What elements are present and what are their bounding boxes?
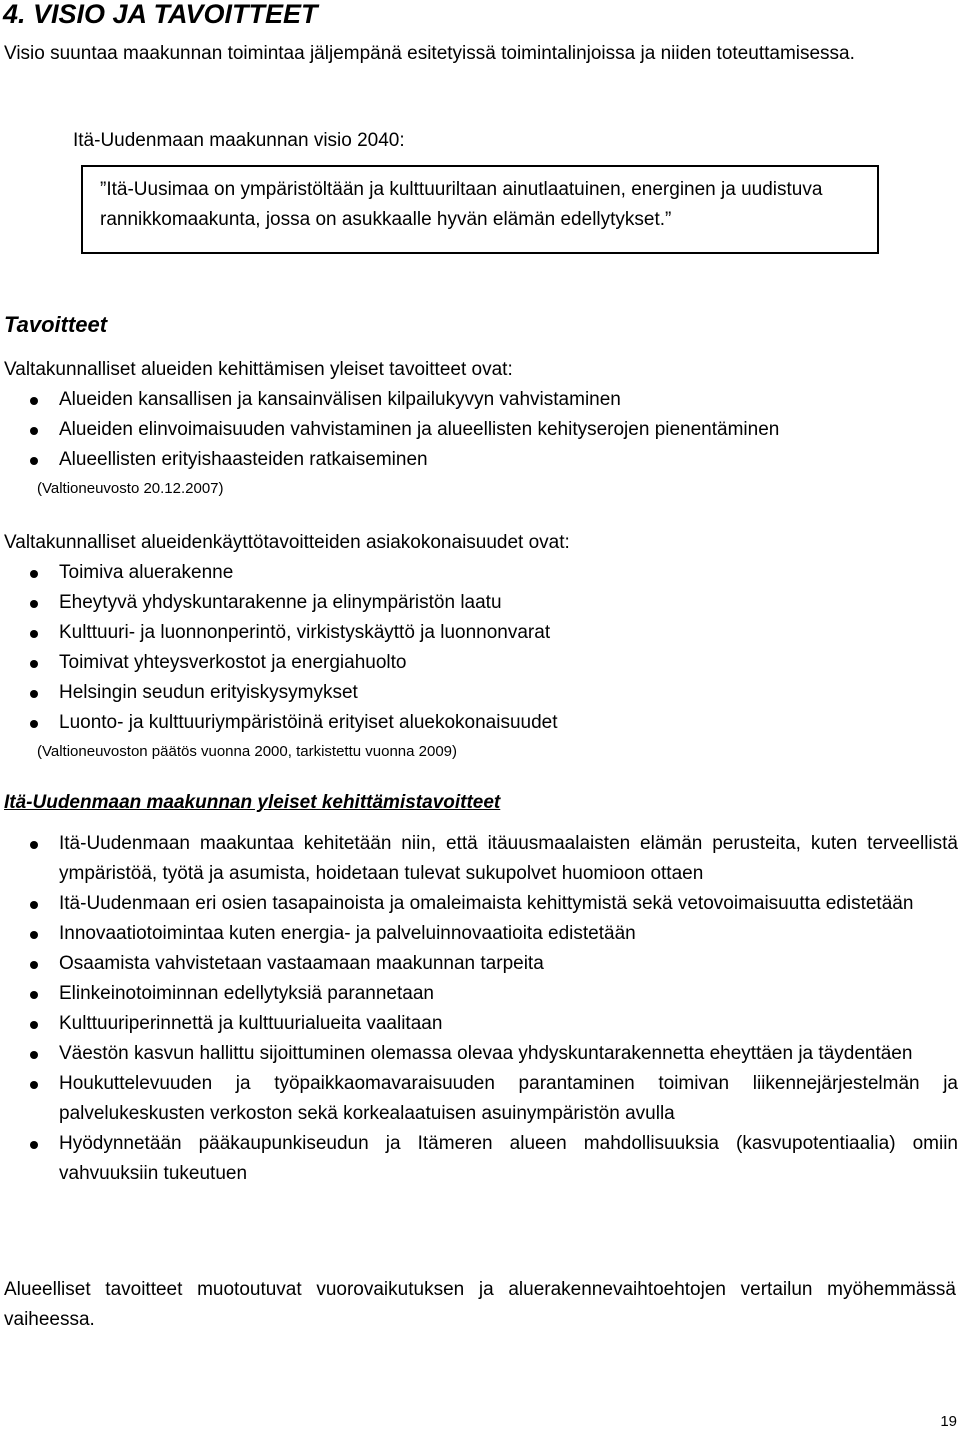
bullet-icon [30,931,38,939]
list-item: Elinkeinotoiminnan edellytyksiä parannetaan [0,979,958,1009]
bullet-icon [30,457,38,465]
national-goals-lead: Valtakunnalliset alueiden kehittämisen yleiset tavoitteet ovat: [4,359,513,380]
bullet-icon [30,660,38,668]
list-item: Luonto- ja kulttuuriympäristöinä erityiset aluekokonaisuudet [0,708,558,738]
list-item: Alueiden elinvoimaisuuden vahvistaminen ja alueellisten kehityserojen pienentäminen [0,415,779,445]
bullet-icon [30,841,38,849]
land-use-list [0,558,558,738]
intro-paragraph: Visio suuntaa maakunnan toimintaa jäljempänä esitetyissä toimintalinjoissa ja niiden toteuttamisessa. [4,43,855,64]
list-item: Toimiva aluerakenne [0,558,558,588]
list-item: Eheytyvä yhdyskuntarakenne ja elinympäristön laatu [0,588,558,618]
bullet-icon [30,901,38,909]
list-item: Itä-Uudenmaan maakuntaa kehitetään niin, että itäuusmaalaisten elämän perusteita, kuten terveellistä ympäristöä, työtä ja asumista, hoidetaan tulevat sukupolvet huomioon ottaen [0,829,958,889]
bullet-icon [30,720,38,728]
bullet-icon [30,1051,38,1059]
bullet-icon [30,690,38,698]
bullet-icon [30,397,38,405]
page-number: 19 [940,1413,957,1430]
bullet-icon [30,630,38,638]
bullet-icon [30,1141,38,1149]
outro-paragraph: Alueelliset tavoitteet muotoutuvat vuorovaikutuksen ja aluerakennevaihtoehtojen vertailun myöhemmässä vaiheessa. [4,1279,956,1330]
list-item: Itä-Uudenmaan eri osien tasapainoista ja omaleimaista kehittymistä sekä vetovoimaisuutta edistetään [0,889,958,919]
bullet-icon [30,570,38,578]
bullet-icon [30,961,38,969]
list-item: Houkuttelevuuden ja työpaikkaomavaraisuuden parantaminen toimivan liikennejärjestelmän ja palvelukeskusten verkoston sekä korkealaatuisen asuinympäristön avulla [0,1069,958,1129]
bullet-icon [30,427,38,435]
list-item: Toimivat yhteysverkostot ja energiahuolto [0,648,558,678]
regional-goals-list [0,829,958,1189]
bullet-icon [30,600,38,608]
bullet-icon [30,1021,38,1029]
national-goals-source: (Valtioneuvosto 20.12.2007) [37,480,224,497]
land-use-lead: Valtakunnalliset alueidenkäyttötavoitteiden asiakokonaisuudet ovat: [4,532,570,553]
goals-heading: Tavoitteet [4,312,108,337]
bullet-icon [30,1081,38,1089]
regional-goals-heading: Itä-Uudenmaan maakunnan yleiset kehittämistavoitteet [4,792,501,813]
vision-label: Itä-Uudenmaan maakunnan visio 2040: [73,130,405,151]
section-heading: 4. VISIO JA TAVOITTEET [3,0,318,29]
list-item: Väestön kasvun hallittu sijoittuminen olemassa olevaa yhdyskuntarakennetta eheyttäen ja täydentäen [0,1039,958,1069]
list-item: Alueellisten erityishaasteiden ratkaiseminen [0,445,779,475]
list-item: Innovaatiotoimintaa kuten energia- ja palveluinnovaatioita edistetään [0,919,958,949]
list-item: Alueiden kansallisen ja kansainvälisen kilpailukyvyn vahvistaminen [0,385,779,415]
national-goals-list [0,385,779,475]
list-item: Kulttuuriperinnettä ja kulttuurialueita vaalitaan [0,1009,958,1039]
list-item: Osaamista vahvistetaan vastaamaan maakunnan tarpeita [0,949,958,979]
list-item: Kulttuuri- ja luonnonperintö, virkistyskäyttö ja luonnonvarat [0,618,558,648]
list-item: Helsingin seudun erityiskysymykset [0,678,558,708]
land-use-source: (Valtioneuvoston päätös vuonna 2000, tarkistettu vuonna 2009) [37,743,458,760]
bullet-icon [30,991,38,999]
list-item: Hyödynnetään pääkaupunkiseudun ja Itämeren alueen mahdollisuuksia (kasvupotentiaalia) omiin vahvuuksiin tukeutuen [0,1129,958,1189]
vision-statement: ”Itä-Uusimaa on ympäristöltään ja kulttuuriltaan ainutlaatuinen, energinen ja uudistuva rannikkomaakunta, jossa on asukkaalle hyvän elämän edellytykset.” [100,179,823,230]
